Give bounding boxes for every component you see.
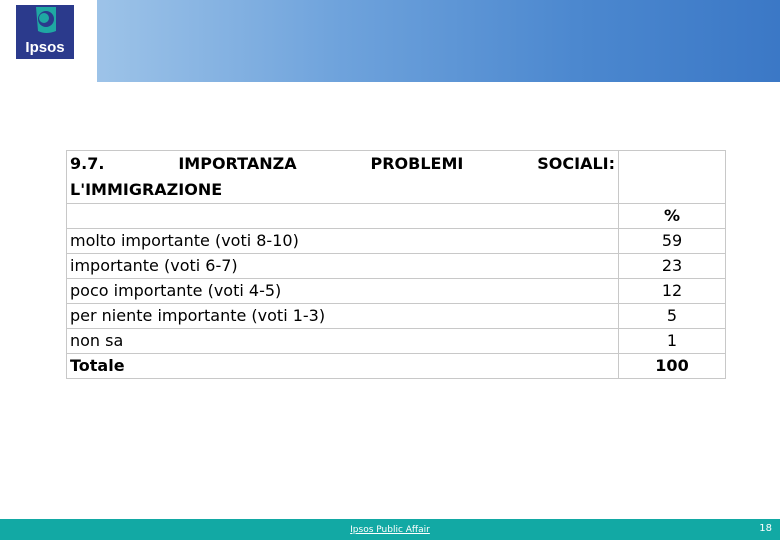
header-empty-cell (67, 204, 619, 229)
table-row (67, 254, 726, 279)
row-label: non sa (67, 329, 619, 354)
table-title-row (67, 151, 726, 204)
header (0, 0, 780, 82)
row-value: 59 (619, 229, 726, 254)
row-value: 1 (619, 329, 726, 354)
survey-table (66, 150, 726, 379)
row-value: 5 (619, 304, 726, 329)
row-label: per niente importante (voti 1-3) (67, 304, 619, 329)
row-value: 12 (619, 279, 726, 304)
ipsos-logo (16, 5, 74, 59)
header-row (67, 204, 726, 229)
total-label: Totale (67, 354, 619, 379)
table-row (67, 279, 726, 304)
row-label: importante (voti 6-7) (67, 254, 619, 279)
table-title-line2: L'IMMIGRAZIONE (70, 180, 223, 199)
row-label: molto importante (voti 8-10) (67, 229, 619, 254)
table-row (67, 304, 726, 329)
total-value: 100 (619, 354, 726, 379)
table-row (67, 329, 726, 354)
logo-container (0, 0, 92, 82)
percent-header: % (619, 204, 726, 229)
footer-link[interactable]: Ipsos Public Affair (350, 525, 430, 535)
row-label: poco importante (voti 4-5) (67, 279, 619, 304)
total-row (67, 354, 726, 379)
table-title-line1: 9.7. IMPORTANZA PROBLEMI SOCIALI: (70, 154, 615, 173)
table-title (67, 151, 619, 204)
page-number: 18 (759, 523, 772, 534)
title-empty-cell (619, 151, 726, 204)
footer-bar (0, 519, 780, 540)
logo-text: Ipsos (25, 39, 65, 56)
row-value: 23 (619, 254, 726, 279)
table-row (67, 229, 726, 254)
header-banner (97, 0, 780, 82)
